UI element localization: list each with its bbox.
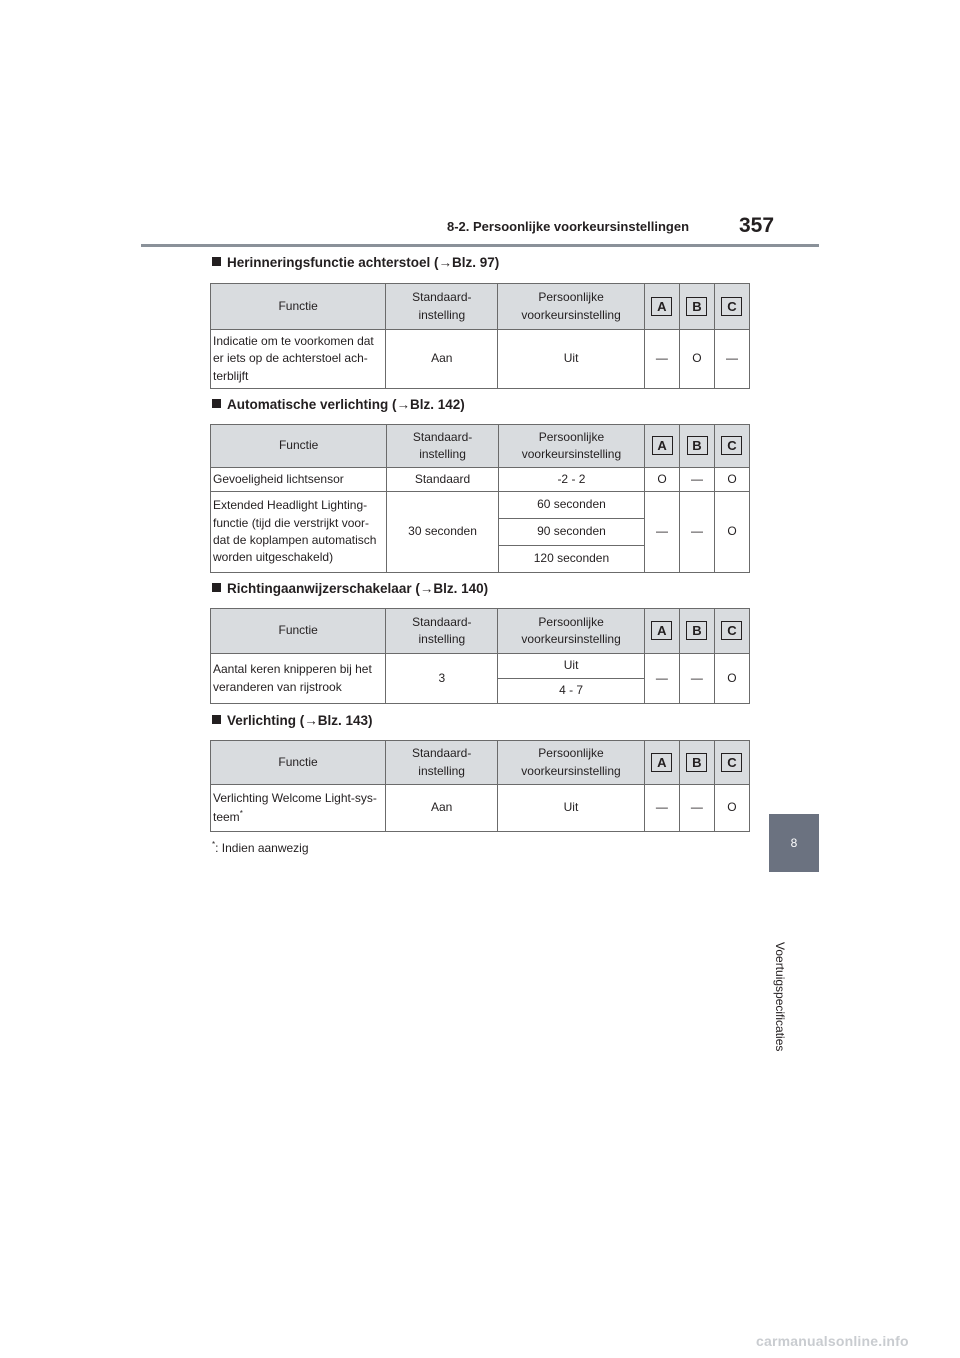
cell-standaard: Standaard	[387, 468, 499, 492]
header-c: C	[714, 741, 749, 785]
cell-persoonlijk: 90 seconden	[498, 519, 644, 546]
cell-b: —	[679, 654, 714, 704]
header-persoonlijk: Persoonlijke voorkeursinstelling	[498, 425, 644, 468]
header-c: C	[714, 609, 749, 654]
header-b: B	[679, 741, 714, 785]
settings-table	[210, 283, 750, 389]
table-header-row	[211, 741, 750, 785]
cell-persoonlijk: Uit	[498, 330, 645, 389]
header-persoonlijk: Persoonlijke voorkeursinstelling	[498, 284, 645, 330]
header-functie: Functie	[211, 284, 386, 330]
table-row	[211, 785, 750, 832]
header-b: B	[679, 284, 714, 330]
section-header-title: 8-2. Persoonlijke voorkeursinstellingen	[447, 219, 690, 234]
cell-standaard: 30 seconden	[387, 492, 499, 573]
table-row	[211, 492, 750, 519]
cell-functie: Verlichting Welcome Light-sys- teem*	[211, 785, 386, 832]
header-persoonlijk: Persoonlijke voorkeursinstelling	[498, 609, 645, 654]
cell-a: O	[645, 468, 680, 492]
cell-a: —	[644, 654, 679, 704]
header-standaard: Standaard- instelling	[386, 741, 498, 785]
section-heading: Richtingaanwijzerschakelaar (→Blz. 140)	[212, 581, 488, 596]
header-functie: Functie	[211, 425, 387, 468]
chapter-tab-title: Voertuigspecificaties	[773, 942, 787, 1052]
header-b: B	[679, 609, 714, 654]
section-heading: Herinneringsfunctie achterstoel (→Blz. 97)	[212, 255, 499, 270]
cell-a: —	[644, 785, 679, 832]
header-a: A	[645, 425, 680, 468]
header-standaard: Standaard- instelling	[386, 609, 498, 654]
cell-b: —	[679, 785, 714, 832]
cell-persoonlijk: Uit	[498, 654, 645, 679]
square-bullet-icon	[212, 257, 221, 266]
cell-functie: Gevoeligheid lichtsensor	[211, 468, 387, 492]
square-bullet-icon	[212, 715, 221, 724]
header-functie: Functie	[211, 741, 386, 785]
cell-persoonlijk: 60 seconden	[498, 492, 644, 519]
cell-persoonlijk: Uit	[498, 785, 645, 832]
cell-a: —	[645, 492, 680, 573]
header-c: C	[714, 284, 749, 330]
page-number: 357	[739, 214, 775, 237]
cell-functie: Indicatie om te voorkomen dat er iets op de achterstoel ach- terblijft	[211, 330, 386, 389]
section-heading: Verlichting (→Blz. 143)	[212, 713, 373, 728]
header-c: C	[714, 425, 749, 468]
table-header-row	[211, 284, 750, 330]
cell-c: O	[714, 654, 749, 704]
cell-standaard: Aan	[386, 330, 498, 389]
cell-standaard: 3	[386, 654, 498, 704]
cell-c: O	[714, 492, 749, 573]
cell-c: —	[714, 330, 749, 389]
cell-persoonlijk: 4 - 7	[498, 679, 645, 704]
chapter-tab: 8	[769, 814, 819, 872]
settings-table	[210, 608, 750, 704]
watermark: carmanualsonline.info	[756, 1333, 909, 1349]
header-standaard: Standaard- instelling	[386, 284, 498, 330]
header-a: A	[644, 741, 679, 785]
cell-b: —	[680, 468, 715, 492]
cell-c: O	[714, 468, 749, 492]
cell-functie: Aantal keren knipperen bij het veranderen van rijstrook	[211, 654, 386, 704]
table-header-row	[211, 425, 750, 468]
table-row	[211, 330, 750, 389]
cell-persoonlijk: -2 - 2	[498, 468, 644, 492]
cell-b: O	[679, 330, 714, 389]
header-b: B	[680, 425, 715, 468]
header-standaard: Standaard- instelling	[387, 425, 499, 468]
square-bullet-icon	[212, 583, 221, 592]
cell-c: O	[714, 785, 749, 832]
header-a: A	[644, 609, 679, 654]
table-row	[211, 468, 750, 492]
cell-standaard: Aan	[386, 785, 498, 832]
settings-table	[210, 740, 750, 832]
cell-persoonlijk: 120 seconden	[498, 546, 644, 573]
table-row	[211, 654, 750, 679]
cell-b: —	[680, 492, 715, 573]
header-a: A	[644, 284, 679, 330]
footnote-mark: *	[239, 808, 243, 818]
cell-functie: Extended Headlight Lighting- functie (tijd die verstrijkt voor- dat de koplampen automatisch worden uitgeschakeld)	[211, 492, 387, 573]
settings-table	[210, 424, 750, 573]
header-rule	[141, 244, 819, 247]
table-header-row	[211, 609, 750, 654]
header-functie: Functie	[211, 609, 386, 654]
cell-a: —	[644, 330, 679, 389]
section-heading: Automatische verlichting (→Blz. 142)	[212, 397, 465, 412]
square-bullet-icon	[212, 399, 221, 408]
header-persoonlijk: Persoonlijke voorkeursinstelling	[498, 741, 645, 785]
footnote: *: Indien aanwezig	[212, 840, 309, 855]
